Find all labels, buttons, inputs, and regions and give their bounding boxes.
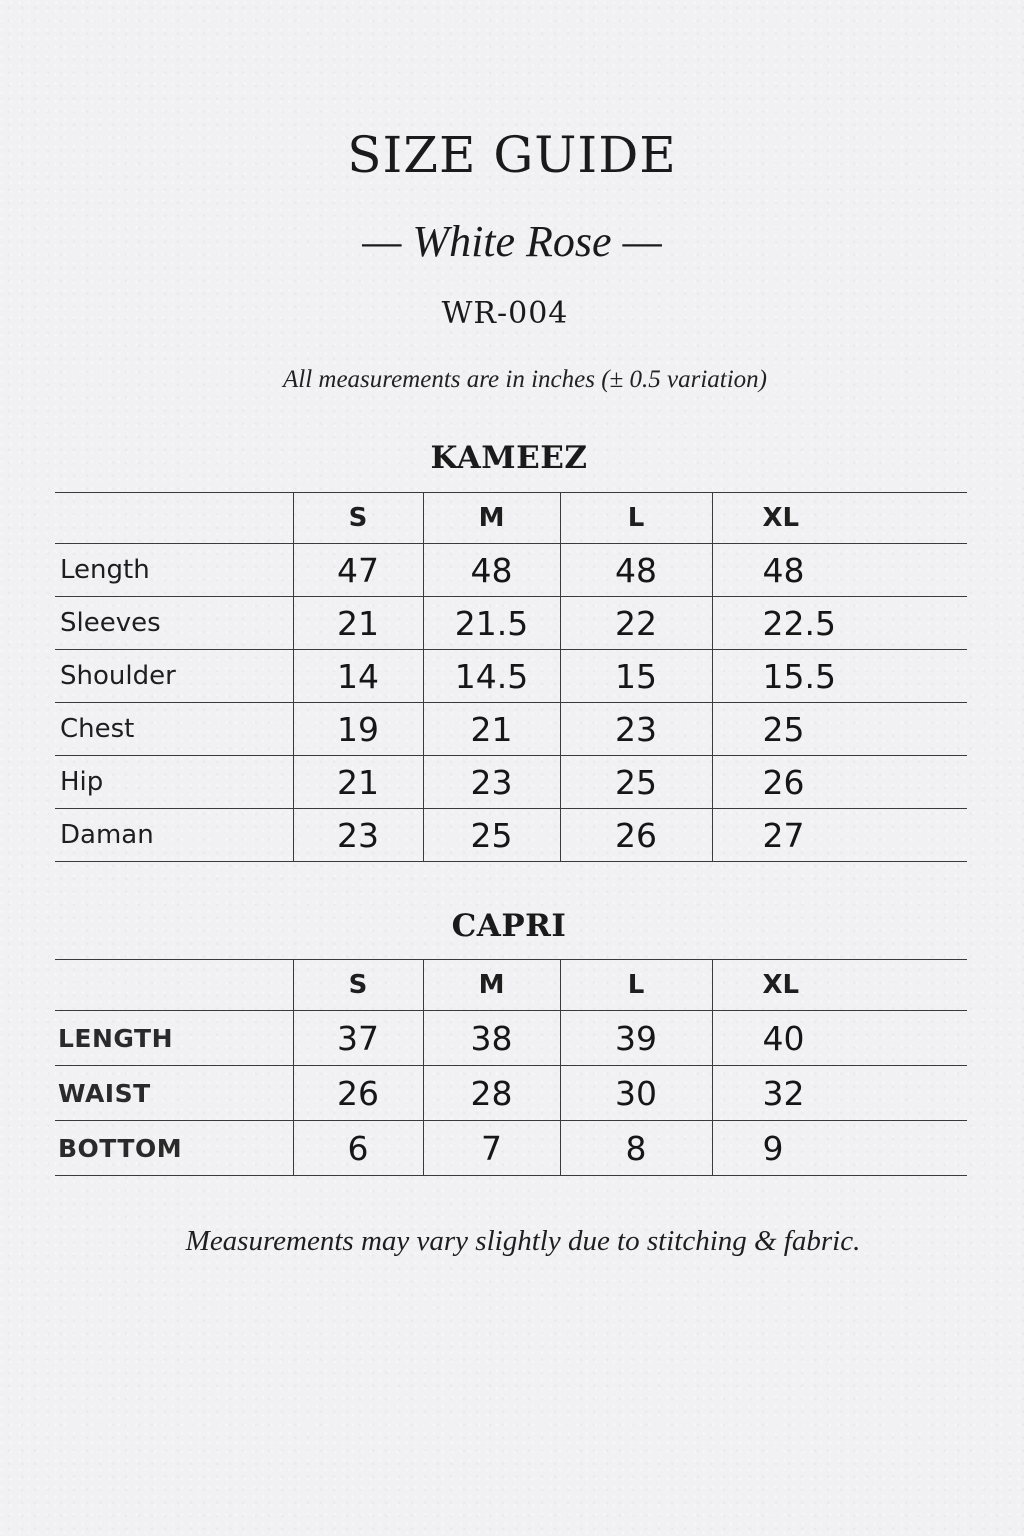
kameez-size-s: S [293,493,423,544]
kameez-cell: 26 [712,756,967,809]
table-row [55,544,967,597]
table-row [55,756,967,809]
kameez-row-label: Length [55,544,293,597]
capri-row-label: BOTTOM [55,1121,293,1176]
page-title: SIZE GUIDE [347,126,677,184]
capri-size-s: S [293,960,423,1011]
kameez-section-title: KAMEEZ [430,440,588,476]
kameez-header-row [55,493,967,544]
capri-cell: 30 [560,1066,712,1121]
kameez-cell: 21 [293,597,423,650]
kameez-cell: 48 [423,544,560,597]
kameez-cell: 19 [293,703,423,756]
kameez-row-label: Hip [55,756,293,809]
capri-cell: 32 [712,1066,967,1121]
capri-row-label: WAIST [55,1066,293,1121]
kameez-row-label: Sleeves [55,597,293,650]
capri-cell: 37 [293,1011,423,1066]
kameez-cell: 14 [293,650,423,703]
kameez-size-xl: XL [712,493,967,544]
product-code: WR-004 [441,296,569,331]
table-row [55,703,967,756]
table-row [55,1011,967,1066]
table-row [55,597,967,650]
table-row [55,809,967,862]
collection-name: — White Rose — [362,217,662,266]
capri-cell: 8 [560,1121,712,1176]
kameez-cell: 25 [423,809,560,862]
capri-cell: 9 [712,1121,967,1176]
capri-cell: 38 [423,1011,560,1066]
capri-size-l: L [560,960,712,1011]
kameez-cell: 21 [293,756,423,809]
kameez-cell: 15.5 [712,650,967,703]
kameez-row-label: Chest [55,703,293,756]
footer-disclaimer: Measurements may vary slightly due to stitching & fabric. [185,1225,861,1257]
kameez-cell: 21 [423,703,560,756]
capri-cell: 39 [560,1011,712,1066]
table-row [55,1066,967,1121]
kameez-cell: 22 [560,597,712,650]
capri-section-title: CAPRI [451,908,567,944]
capri-cell: 6 [293,1121,423,1176]
table-row [55,1121,967,1176]
kameez-cell: 23 [560,703,712,756]
kameez-cell: 21.5 [423,597,560,650]
kameez-size-l: L [560,493,712,544]
capri-header-row [55,960,967,1011]
capri-size-xl: XL [712,960,967,1011]
kameez-cell: 26 [560,809,712,862]
kameez-cell: 47 [293,544,423,597]
kameez-cell: 23 [423,756,560,809]
capri-corner-cell [55,960,293,1011]
kameez-corner-cell [55,493,293,544]
capri-size-m: M [423,960,560,1011]
capri-cell: 28 [423,1066,560,1121]
kameez-cell: 48 [560,544,712,597]
capri-cell: 7 [423,1121,560,1176]
kameez-cell: 23 [293,809,423,862]
capri-size-table [55,959,967,1176]
kameez-size-m: M [423,493,560,544]
kameez-cell: 25 [712,703,967,756]
kameez-row-label: Shoulder [55,650,293,703]
capri-cell: 40 [712,1011,967,1066]
kameez-cell: 27 [712,809,967,862]
kameez-cell: 25 [560,756,712,809]
kameez-cell: 14.5 [423,650,560,703]
kameez-size-table [55,492,967,862]
capri-cell: 26 [293,1066,423,1121]
kameez-row-label: Daman [55,809,293,862]
table-row [55,650,967,703]
kameez-cell: 48 [712,544,967,597]
measurement-note: All measurements are in inches (± 0.5 variation) [282,366,767,393]
capri-row-label: LENGTH [55,1011,293,1066]
kameez-cell: 15 [560,650,712,703]
kameez-cell: 22.5 [712,597,967,650]
